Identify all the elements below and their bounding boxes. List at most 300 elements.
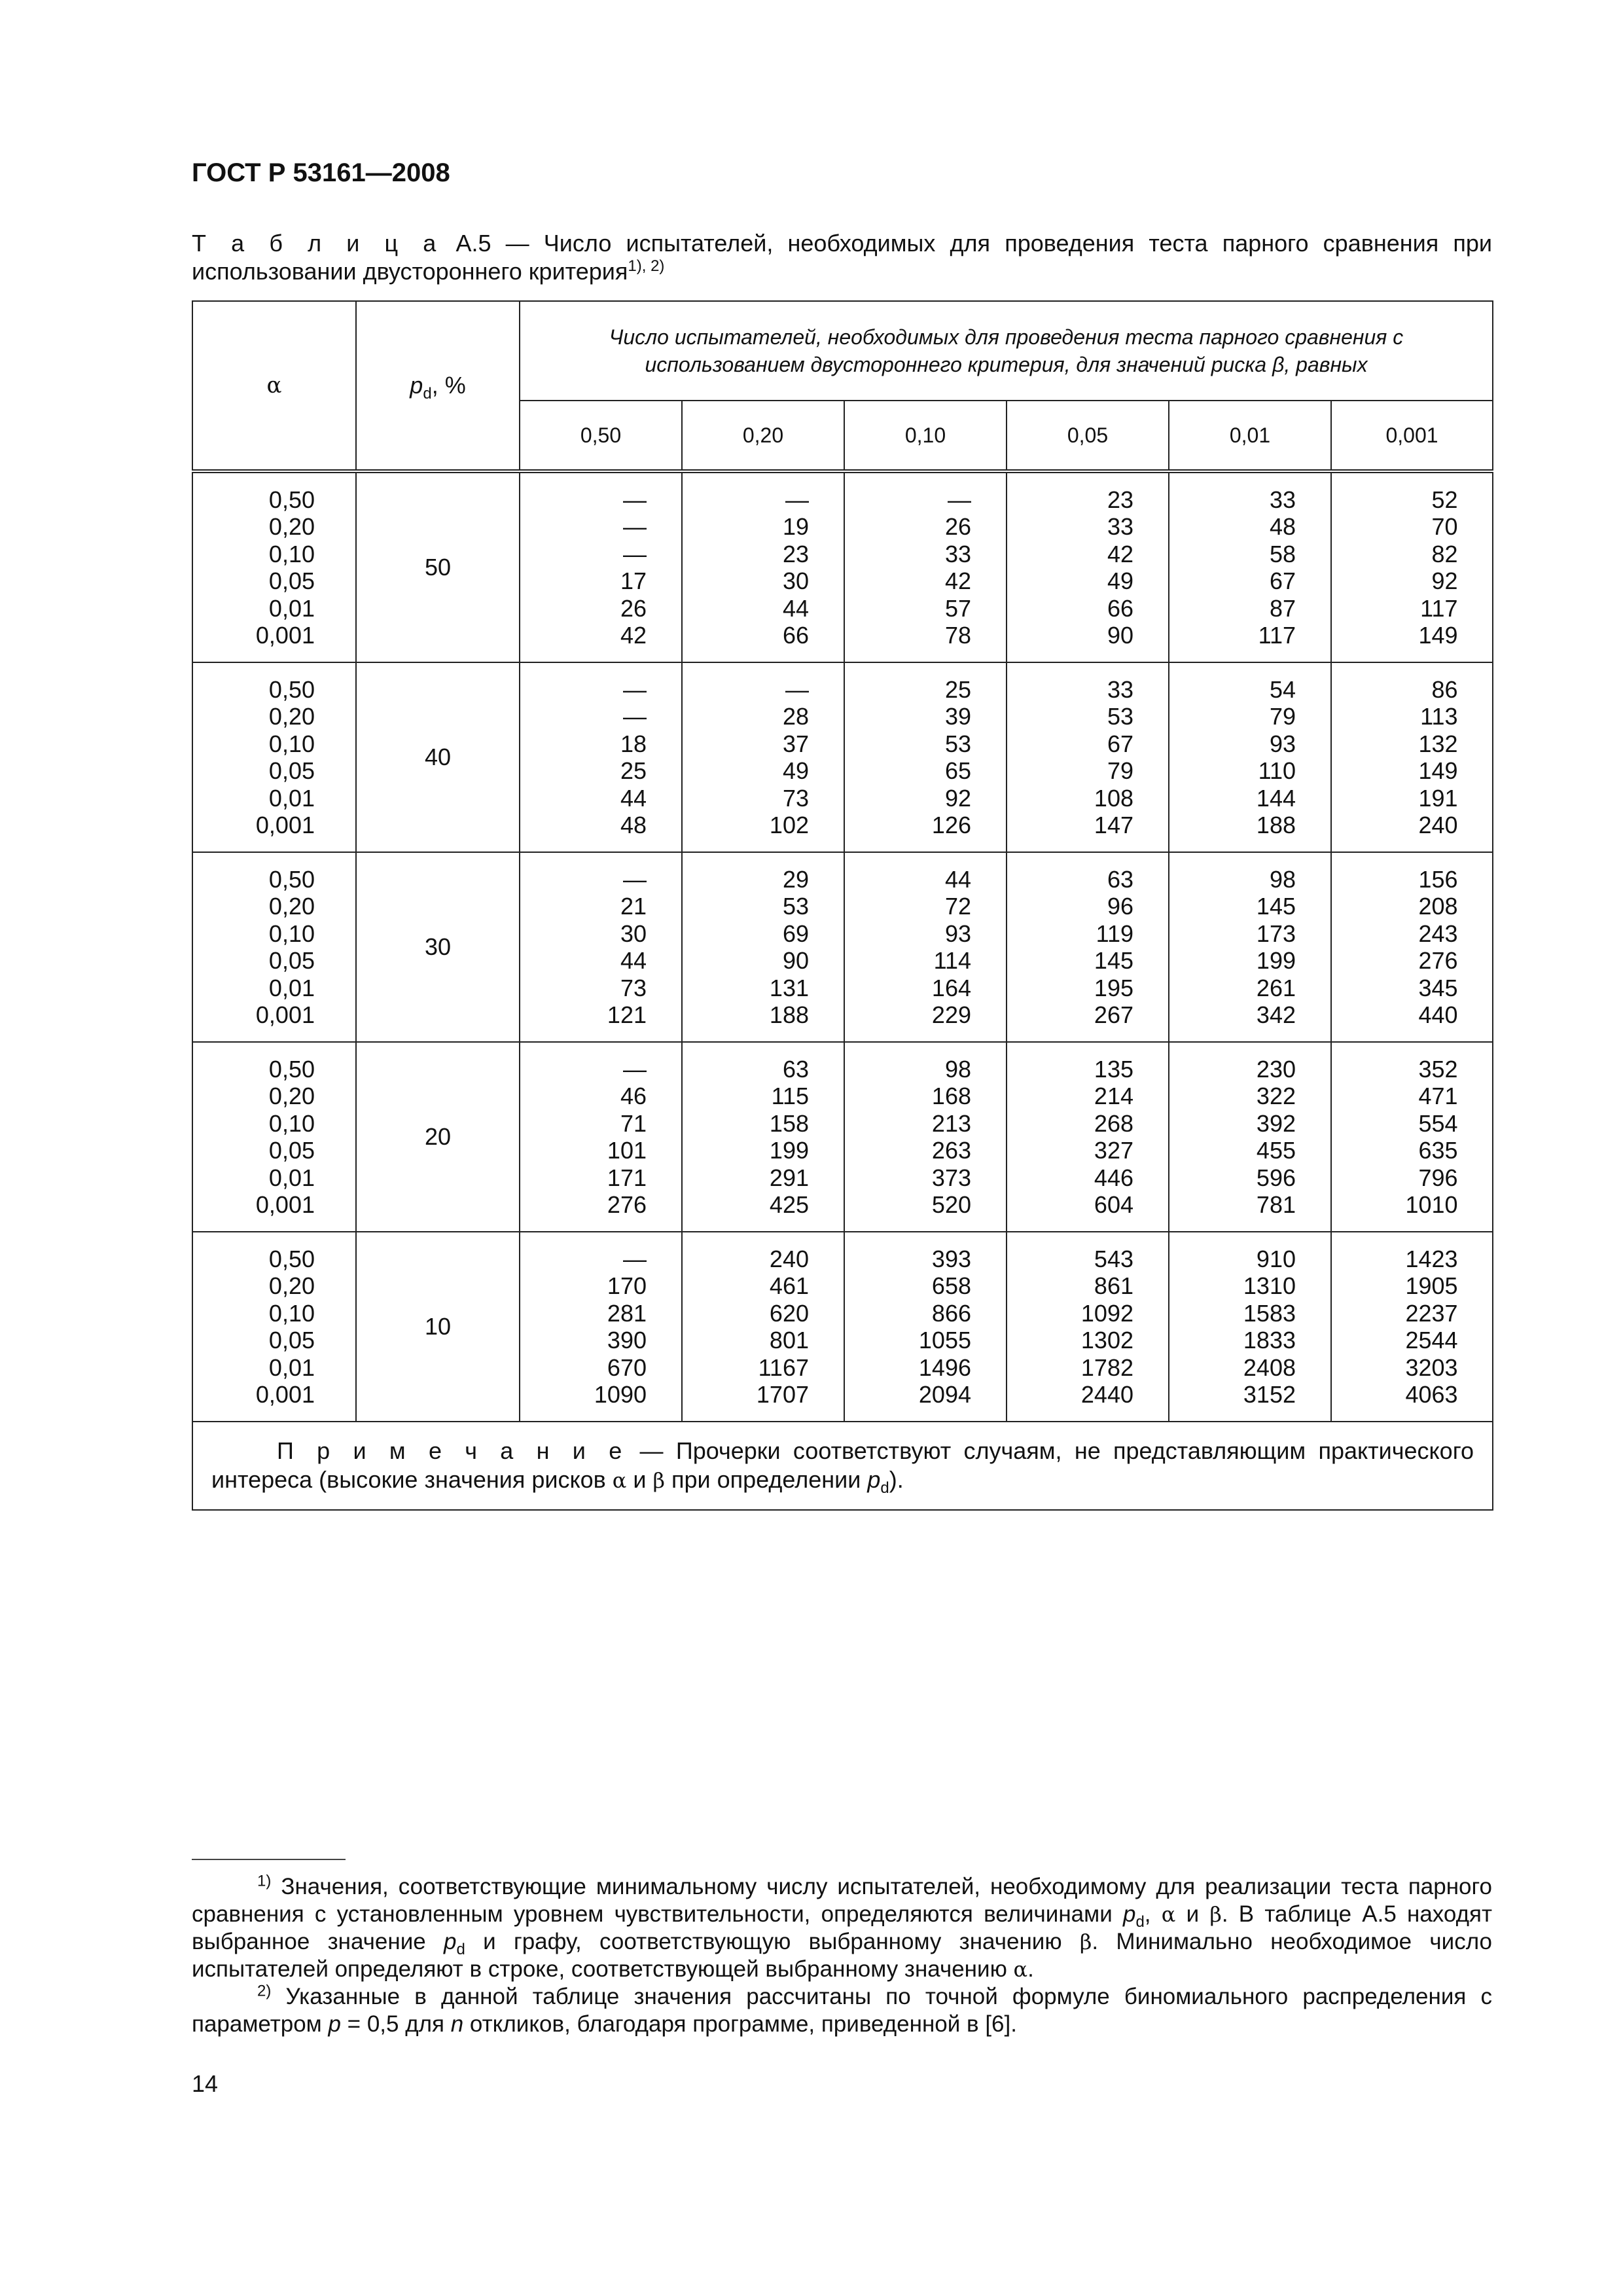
header-group-text: Число испытателей, необходимых для проведения теста парного сравнения с использованием двустороннего критерия, для значений риска β, равных: [609, 325, 1404, 376]
note-pd: p: [867, 1466, 881, 1493]
table-cell-value: 213: [931, 1109, 971, 1137]
table-cell-value: 42: [1107, 540, 1133, 567]
beta-column-cell: [1331, 1042, 1493, 1232]
alpha-value: 0,001: [255, 812, 315, 838]
header-pd-unit: , %: [431, 372, 466, 399]
table-cell-value: 471: [1418, 1083, 1458, 1109]
beta-column-cell: [1169, 662, 1331, 852]
table-cell-value: 158: [769, 1109, 809, 1137]
table-note: [192, 1422, 1493, 1510]
fn1-text-b: ,: [1144, 1901, 1162, 1927]
beta-column-cell: [1169, 1232, 1331, 1422]
table-cell-value: 1833: [1243, 1327, 1296, 1354]
alpha-value: 0,10: [268, 730, 315, 757]
table-cell-value: 781: [1256, 1191, 1296, 1218]
table-cell-value: —: [623, 513, 647, 540]
table-cell-value: 191: [1418, 784, 1458, 812]
beta-column-cell: [844, 1042, 1007, 1232]
table-cell-value: 79: [1107, 757, 1133, 784]
table-cell-value: 53: [782, 893, 809, 920]
table-cell-value: 261: [1256, 974, 1296, 1001]
alpha-value: 0,01: [268, 974, 315, 1001]
table-cell-value: 101: [607, 1137, 647, 1164]
caption-label: Т а б л и ц а: [192, 230, 442, 257]
table-cell-value: 63: [782, 1055, 809, 1083]
alpha-value: 0,50: [268, 1245, 315, 1272]
table-cell-value: 114: [933, 947, 971, 974]
page-number: 14: [192, 2070, 219, 2097]
table-cell-value: 461: [769, 1272, 809, 1299]
alpha-values-cell: [192, 471, 356, 662]
table-cell-value: 135: [1094, 1055, 1133, 1083]
table-cell-value: 267: [1094, 1001, 1133, 1028]
table-cell-value: 276: [607, 1191, 647, 1218]
table-cell-value: 126: [931, 812, 971, 838]
note-beta: β: [652, 1468, 666, 1493]
alpha-values-cell: [192, 852, 356, 1042]
table-cell-value: 26: [944, 513, 971, 540]
table-cell-value: 70: [1431, 513, 1458, 540]
table-cell-value: 42: [944, 567, 971, 594]
table-cell-value: 102: [769, 812, 809, 838]
table-cell-value: 117: [1258, 622, 1296, 649]
note-end: ).: [889, 1466, 904, 1493]
note-text-2: при определении: [665, 1466, 868, 1493]
alpha-value: 0,20: [268, 1272, 315, 1299]
table-cell-value: 2094: [918, 1381, 971, 1408]
header-pd-sub: d: [423, 385, 432, 403]
alpha-value: 0,10: [268, 920, 315, 947]
table-cell-value: 670: [607, 1354, 647, 1381]
table-cell-value: 92: [944, 784, 971, 812]
table-cell-value: 240: [769, 1245, 809, 1272]
table-cell-value: 455: [1256, 1137, 1296, 1164]
table-cell-value: 149: [1418, 622, 1458, 649]
header-group-beta: [520, 301, 1493, 401]
table-cell-value: 144: [1256, 784, 1296, 812]
table-cell-value: 53: [944, 730, 971, 757]
table-cell-value: 352: [1418, 1055, 1458, 1083]
table-cell-value: 168: [931, 1083, 971, 1109]
beta-column-cell: [682, 1042, 844, 1232]
table-cell-value: —: [623, 486, 647, 513]
table-cell-value: 17: [620, 567, 647, 594]
fn2-p: p: [328, 2011, 341, 2037]
note-and: и: [626, 1466, 653, 1493]
table-cell-value: 30: [620, 920, 647, 947]
table-cell-value: 342: [1256, 1001, 1296, 1028]
table-cell-value: 145: [1256, 893, 1296, 920]
table-cell-value: 54: [1269, 675, 1296, 703]
table-cell-value: 44: [944, 865, 971, 893]
table-cell-value: 188: [1256, 812, 1296, 838]
fn1-mark: 1): [257, 1872, 272, 1890]
alpha-value: 0,05: [268, 567, 315, 594]
table-cell-value: 117: [1420, 594, 1458, 622]
table-cell-value: 1583: [1243, 1299, 1296, 1327]
table-cell-value: 520: [931, 1191, 971, 1218]
alpha-value: 0,05: [268, 1137, 315, 1164]
table-cell-value: 243: [1418, 920, 1458, 947]
table-cell-value: 1092: [1080, 1299, 1133, 1327]
beta-column-cell: [520, 662, 682, 852]
table-cell-value: 263: [931, 1137, 971, 1164]
beta-column-cell: [520, 852, 682, 1042]
note-text-1: — Прочерки соответствуют случаям, не представляющим практического интереса (высокие значения рисков: [211, 1437, 1474, 1493]
alpha-value: 0,10: [268, 1299, 315, 1327]
table-cell-value: —: [623, 1055, 647, 1083]
table-cell-value: 98: [1269, 865, 1296, 893]
fn1-pd-sub: d: [1135, 1913, 1145, 1931]
table-cell-value: 44: [620, 947, 647, 974]
table-cell-value: 658: [931, 1272, 971, 1299]
beta-column-cell: [520, 1042, 682, 1232]
table-cell-value: 57: [944, 594, 971, 622]
alpha-value: 0,01: [268, 594, 315, 622]
table-cell-value: 90: [1107, 622, 1133, 649]
beta-column-cell: [1007, 852, 1169, 1042]
table-cell-value: —: [623, 540, 647, 567]
alpha-value: 0,10: [268, 540, 315, 567]
table-cell-value: 440: [1418, 1001, 1458, 1028]
table-cell-value: 78: [944, 622, 971, 649]
table-cell-value: 108: [1094, 784, 1133, 812]
table-row-group: [192, 852, 1493, 1042]
beta-column-cell: [1331, 1232, 1493, 1422]
table-cell-value: 119: [1096, 920, 1133, 947]
table-cell-value: 156: [1418, 865, 1458, 893]
table-cell-value: 3203: [1405, 1354, 1458, 1381]
standard-number: ГОСТ Р 53161—2008: [192, 158, 450, 187]
header-pd: [356, 301, 520, 471]
table-cell-value: 66: [782, 622, 809, 649]
header-beta-0: 0,50: [520, 401, 682, 471]
fn1-pd2-sub: d: [456, 1941, 465, 1958]
table-cell-value: 33: [1107, 513, 1133, 540]
table-cell-value: 52: [1431, 486, 1458, 513]
table-cell-value: 276: [1418, 947, 1458, 974]
table-caption: [192, 229, 1492, 285]
table-cell-value: 188: [769, 1001, 809, 1028]
table-cell-value: 82: [1431, 540, 1458, 567]
table-cell-value: —: [623, 1245, 647, 1272]
table-cell-value: 230: [1256, 1055, 1296, 1083]
table-cell-value: 93: [1269, 730, 1296, 757]
table-cell-value: 145: [1094, 947, 1133, 974]
pd-value: 40: [356, 662, 520, 852]
fn1-beta: β: [1209, 1902, 1222, 1927]
table-cell-value: 1302: [1080, 1327, 1133, 1354]
table-cell-value: 21: [620, 893, 647, 920]
table-cell-value: 390: [607, 1327, 647, 1354]
table-cell-value: —: [785, 675, 809, 703]
table-cell-value: 26: [620, 594, 647, 622]
table-row-group: [192, 1232, 1493, 1422]
beta-column-cell: [1331, 852, 1493, 1042]
fn2-n: n: [450, 2011, 464, 2037]
table-cell-value: 113: [1420, 703, 1458, 730]
caption-text: А.5 — Число испытателей, необходимых для проведения теста парного сравнения при использовании двустороннего критерия: [192, 230, 1493, 285]
table-cell-value: 65: [944, 757, 971, 784]
alpha-value: 0,20: [268, 893, 315, 920]
alpha-value: 0,001: [255, 1381, 315, 1408]
table-cell-value: 322: [1256, 1083, 1296, 1109]
table-cell-value: 425: [769, 1191, 809, 1218]
table-cell-value: 1423: [1405, 1245, 1458, 1272]
alpha-value: 0,50: [268, 1055, 315, 1083]
table-cell-value: 604: [1094, 1191, 1133, 1218]
table-cell-value: 86: [1431, 675, 1458, 703]
table-cell-value: 71: [620, 1109, 647, 1137]
beta-column-cell: [682, 852, 844, 1042]
table-cell-value: 208: [1418, 893, 1458, 920]
table-cell-value: 240: [1418, 812, 1458, 838]
caption-footnote-refs: 1), 2): [628, 257, 665, 275]
table-cell-value: —: [623, 675, 647, 703]
alpha-value: 0,50: [268, 486, 315, 513]
header-beta-1: 0,20: [682, 401, 844, 471]
table-cell-value: 92: [1431, 567, 1458, 594]
beta-column-cell: [1169, 852, 1331, 1042]
alpha-value: 0,50: [268, 865, 315, 893]
table-cell-value: 327: [1094, 1137, 1133, 1164]
table-cell-value: 53: [1107, 703, 1133, 730]
table-cell-value: —: [948, 486, 971, 513]
table-cell-value: 1010: [1405, 1191, 1458, 1218]
header-beta-3: 0,05: [1007, 401, 1169, 471]
table-cell-value: 861: [1094, 1272, 1133, 1299]
fn1-text-d: и графу, соответствующую выбранному значению: [465, 1929, 1080, 1954]
note-row: [192, 1422, 1493, 1510]
table-cell-value: 543: [1094, 1245, 1133, 1272]
table-cell-value: 48: [620, 812, 647, 838]
fn1-alpha: α: [1161, 1902, 1176, 1927]
beta-column-cell: [682, 471, 844, 662]
table-cell-value: 98: [944, 1055, 971, 1083]
beta-column-cell: [844, 1232, 1007, 1422]
table-cell-value: 33: [1269, 486, 1296, 513]
table-cell-value: 1310: [1243, 1272, 1296, 1299]
beta-column-cell: [844, 662, 1007, 852]
table-cell-value: 66: [1107, 594, 1133, 622]
footnote-2: [192, 1983, 1492, 2038]
table-cell-value: 345: [1418, 974, 1458, 1001]
table-cell-value: 1055: [918, 1327, 971, 1354]
table-cell-value: 29: [782, 865, 809, 893]
table-cell-value: 2440: [1080, 1381, 1133, 1408]
beta-column-cell: [682, 1232, 844, 1422]
alpha-value: 0,01: [268, 1354, 315, 1381]
fn1-pd: p: [1122, 1901, 1136, 1927]
pd-value: 50: [356, 471, 520, 662]
table-cell-value: 596: [1256, 1164, 1296, 1191]
table-cell-value: 393: [931, 1245, 971, 1272]
table-cell-value: 281: [607, 1299, 647, 1327]
table-cell-value: 164: [931, 974, 971, 1001]
table-cell-value: 48: [1269, 513, 1296, 540]
table-cell-value: 33: [1107, 675, 1133, 703]
footnote-1: [192, 1873, 1492, 1983]
table-cell-value: 3152: [1243, 1381, 1296, 1408]
table-cell-value: —: [785, 486, 809, 513]
alpha-values-cell: [192, 1042, 356, 1232]
table-cell-value: 195: [1094, 974, 1133, 1001]
table-cell-value: 214: [1094, 1083, 1133, 1109]
beta-column-cell: [844, 852, 1007, 1042]
table-cell-value: 866: [931, 1299, 971, 1327]
table-cell-value: 23: [782, 540, 809, 567]
alpha-value: 0,20: [268, 513, 315, 540]
alpha-value: 0,05: [268, 757, 315, 784]
fn1-pd2: p: [444, 1929, 457, 1954]
header-beta-4: 0,01: [1169, 401, 1331, 471]
note-label: П р и м е ч а н и е: [277, 1437, 628, 1464]
note-pd-sub: d: [880, 1479, 889, 1498]
table-cell-value: 173: [1256, 920, 1296, 947]
fn1-text-e: . Минимально необходимое число испытателей определяют в строке, соответствующей выбранному значению: [192, 1929, 1492, 1982]
table-cell-value: 4063: [1405, 1381, 1458, 1408]
table-cell-value: 67: [1107, 730, 1133, 757]
table-cell-value: 910: [1256, 1245, 1296, 1272]
alpha-value: 0,01: [268, 1164, 315, 1191]
table-cell-value: 44: [782, 594, 809, 622]
beta-column-cell: [1007, 1232, 1169, 1422]
table-cell-value: 96: [1107, 893, 1133, 920]
table-cell-value: 49: [1107, 567, 1133, 594]
footnote-rule: [192, 1859, 346, 1860]
table-cell-value: 23: [1107, 486, 1133, 513]
table-cell-value: 796: [1418, 1164, 1458, 1191]
table-cell-value: 635: [1418, 1137, 1458, 1164]
alpha-value: 0,50: [268, 675, 315, 703]
table-cell-value: 171: [607, 1164, 647, 1191]
header-alpha: α: [192, 301, 356, 471]
table-cell-value: 149: [1418, 757, 1458, 784]
alpha-value: 0,20: [268, 1083, 315, 1109]
beta-column-cell: [1331, 471, 1493, 662]
table-cell-value: 67: [1269, 567, 1296, 594]
table-row-group: [192, 1042, 1493, 1232]
pd-value: 10: [356, 1232, 520, 1422]
table-cell-value: 554: [1418, 1109, 1458, 1137]
table-cell-value: 132: [1418, 730, 1458, 757]
table-cell-value: 291: [769, 1164, 809, 1191]
table-cell-value: 620: [769, 1299, 809, 1327]
table-cell-value: 373: [931, 1164, 971, 1191]
beta-column-cell: [1007, 471, 1169, 662]
table-cell-value: 131: [769, 974, 809, 1001]
table-cell-value: 110: [1258, 757, 1296, 784]
table-cell-value: 90: [782, 947, 809, 974]
alpha-value: 0,01: [268, 784, 315, 812]
table-cell-value: 801: [769, 1327, 809, 1354]
table-cell-value: 25: [944, 675, 971, 703]
table-cell-value: 79: [1269, 703, 1296, 730]
table-cell-value: 63: [1107, 865, 1133, 893]
beta-column-cell: [1007, 662, 1169, 852]
alpha-value: 0,10: [268, 1109, 315, 1137]
table-cell-value: 392: [1256, 1109, 1296, 1137]
table-cell-value: 44: [620, 784, 647, 812]
beta-column-cell: [682, 662, 844, 852]
table-cell-value: 58: [1269, 540, 1296, 567]
table-cell-value: —: [623, 865, 647, 893]
beta-column-cell: [520, 1232, 682, 1422]
fn2-text-a: Указанные в данной таблице значения рассчитаны по точной формуле биномиального распределения с параметром: [192, 1984, 1492, 2037]
table-cell-value: 87: [1269, 594, 1296, 622]
table-cell-value: 229: [931, 1001, 971, 1028]
table-cell-value: 19: [782, 513, 809, 540]
table-cell-value: 147: [1094, 812, 1133, 838]
alpha-value: 0,20: [268, 703, 315, 730]
fn2-text-b: = 0,5 для: [340, 2011, 451, 2037]
table-cell-value: 170: [607, 1272, 647, 1299]
header-beta-5: 0,001: [1331, 401, 1493, 471]
pd-value: 20: [356, 1042, 520, 1232]
table-cell-value: 1090: [594, 1381, 647, 1408]
table-cell-value: 49: [782, 757, 809, 784]
beta-column-cell: [1007, 1042, 1169, 1232]
table-cell-value: 33: [944, 540, 971, 567]
table-cell-value: 2544: [1405, 1327, 1458, 1354]
table-cell-value: —: [623, 703, 647, 730]
alpha-value: 0,001: [255, 622, 315, 649]
table-cell-value: 39: [944, 703, 971, 730]
table-cell-value: 42: [620, 622, 647, 649]
alpha-value: 0,05: [268, 947, 315, 974]
table-cell-value: 73: [782, 784, 809, 812]
fn2-text-c: откликов, благодаря программе, приведенной в [6].: [463, 2011, 1017, 2037]
table-cell-value: 1707: [756, 1381, 809, 1408]
alpha-values-cell: [192, 662, 356, 852]
fn1-alpha2: α: [1013, 1957, 1028, 1982]
table-cell-value: 199: [1256, 947, 1296, 974]
fn1-text-a: Значения, соответствующие минимальному числу испытателей, необходимому для реализации теста парного сравнения с установленным уровнем чувствительности, определяются величинами: [192, 1874, 1492, 1927]
beta-column-cell: [1169, 471, 1331, 662]
table-row-group: [192, 662, 1493, 852]
pd-value: 30: [356, 852, 520, 1042]
table-cell-value: 1496: [918, 1354, 971, 1381]
beta-column-cell: [844, 471, 1007, 662]
header-beta-2: 0,10: [844, 401, 1007, 471]
beta-column-cell: [1169, 1042, 1331, 1232]
table-cell-value: 30: [782, 567, 809, 594]
table-cell-value: 25: [620, 757, 647, 784]
table-cell-value: 73: [620, 974, 647, 1001]
table-cell-value: 28: [782, 703, 809, 730]
table-row-group: [192, 471, 1493, 662]
fn1-text-c: . В таблице А.5 находят выбранное значение: [192, 1901, 1493, 1954]
table-cell-value: 37: [782, 730, 809, 757]
table-cell-value: 2408: [1243, 1354, 1296, 1381]
table-cell-value: 72: [944, 893, 971, 920]
data-table: [192, 300, 1493, 1511]
fn1-beta2: β: [1079, 1929, 1092, 1954]
note-alpha: α: [612, 1468, 627, 1493]
header-pd-symbol: p: [410, 372, 423, 399]
table-cell-value: 69: [782, 920, 809, 947]
beta-column-cell: [1331, 662, 1493, 852]
fn1-and: и: [1175, 1901, 1210, 1927]
table-cell-value: 446: [1094, 1164, 1133, 1191]
alpha-values-cell: [192, 1232, 356, 1422]
table-cell-value: 93: [944, 920, 971, 947]
fn2-mark: 2): [257, 1982, 272, 2000]
beta-column-cell: [520, 471, 682, 662]
table-cell-value: 268: [1094, 1109, 1133, 1137]
table-cell-value: 1905: [1405, 1272, 1458, 1299]
table-cell-value: 2237: [1405, 1299, 1458, 1327]
